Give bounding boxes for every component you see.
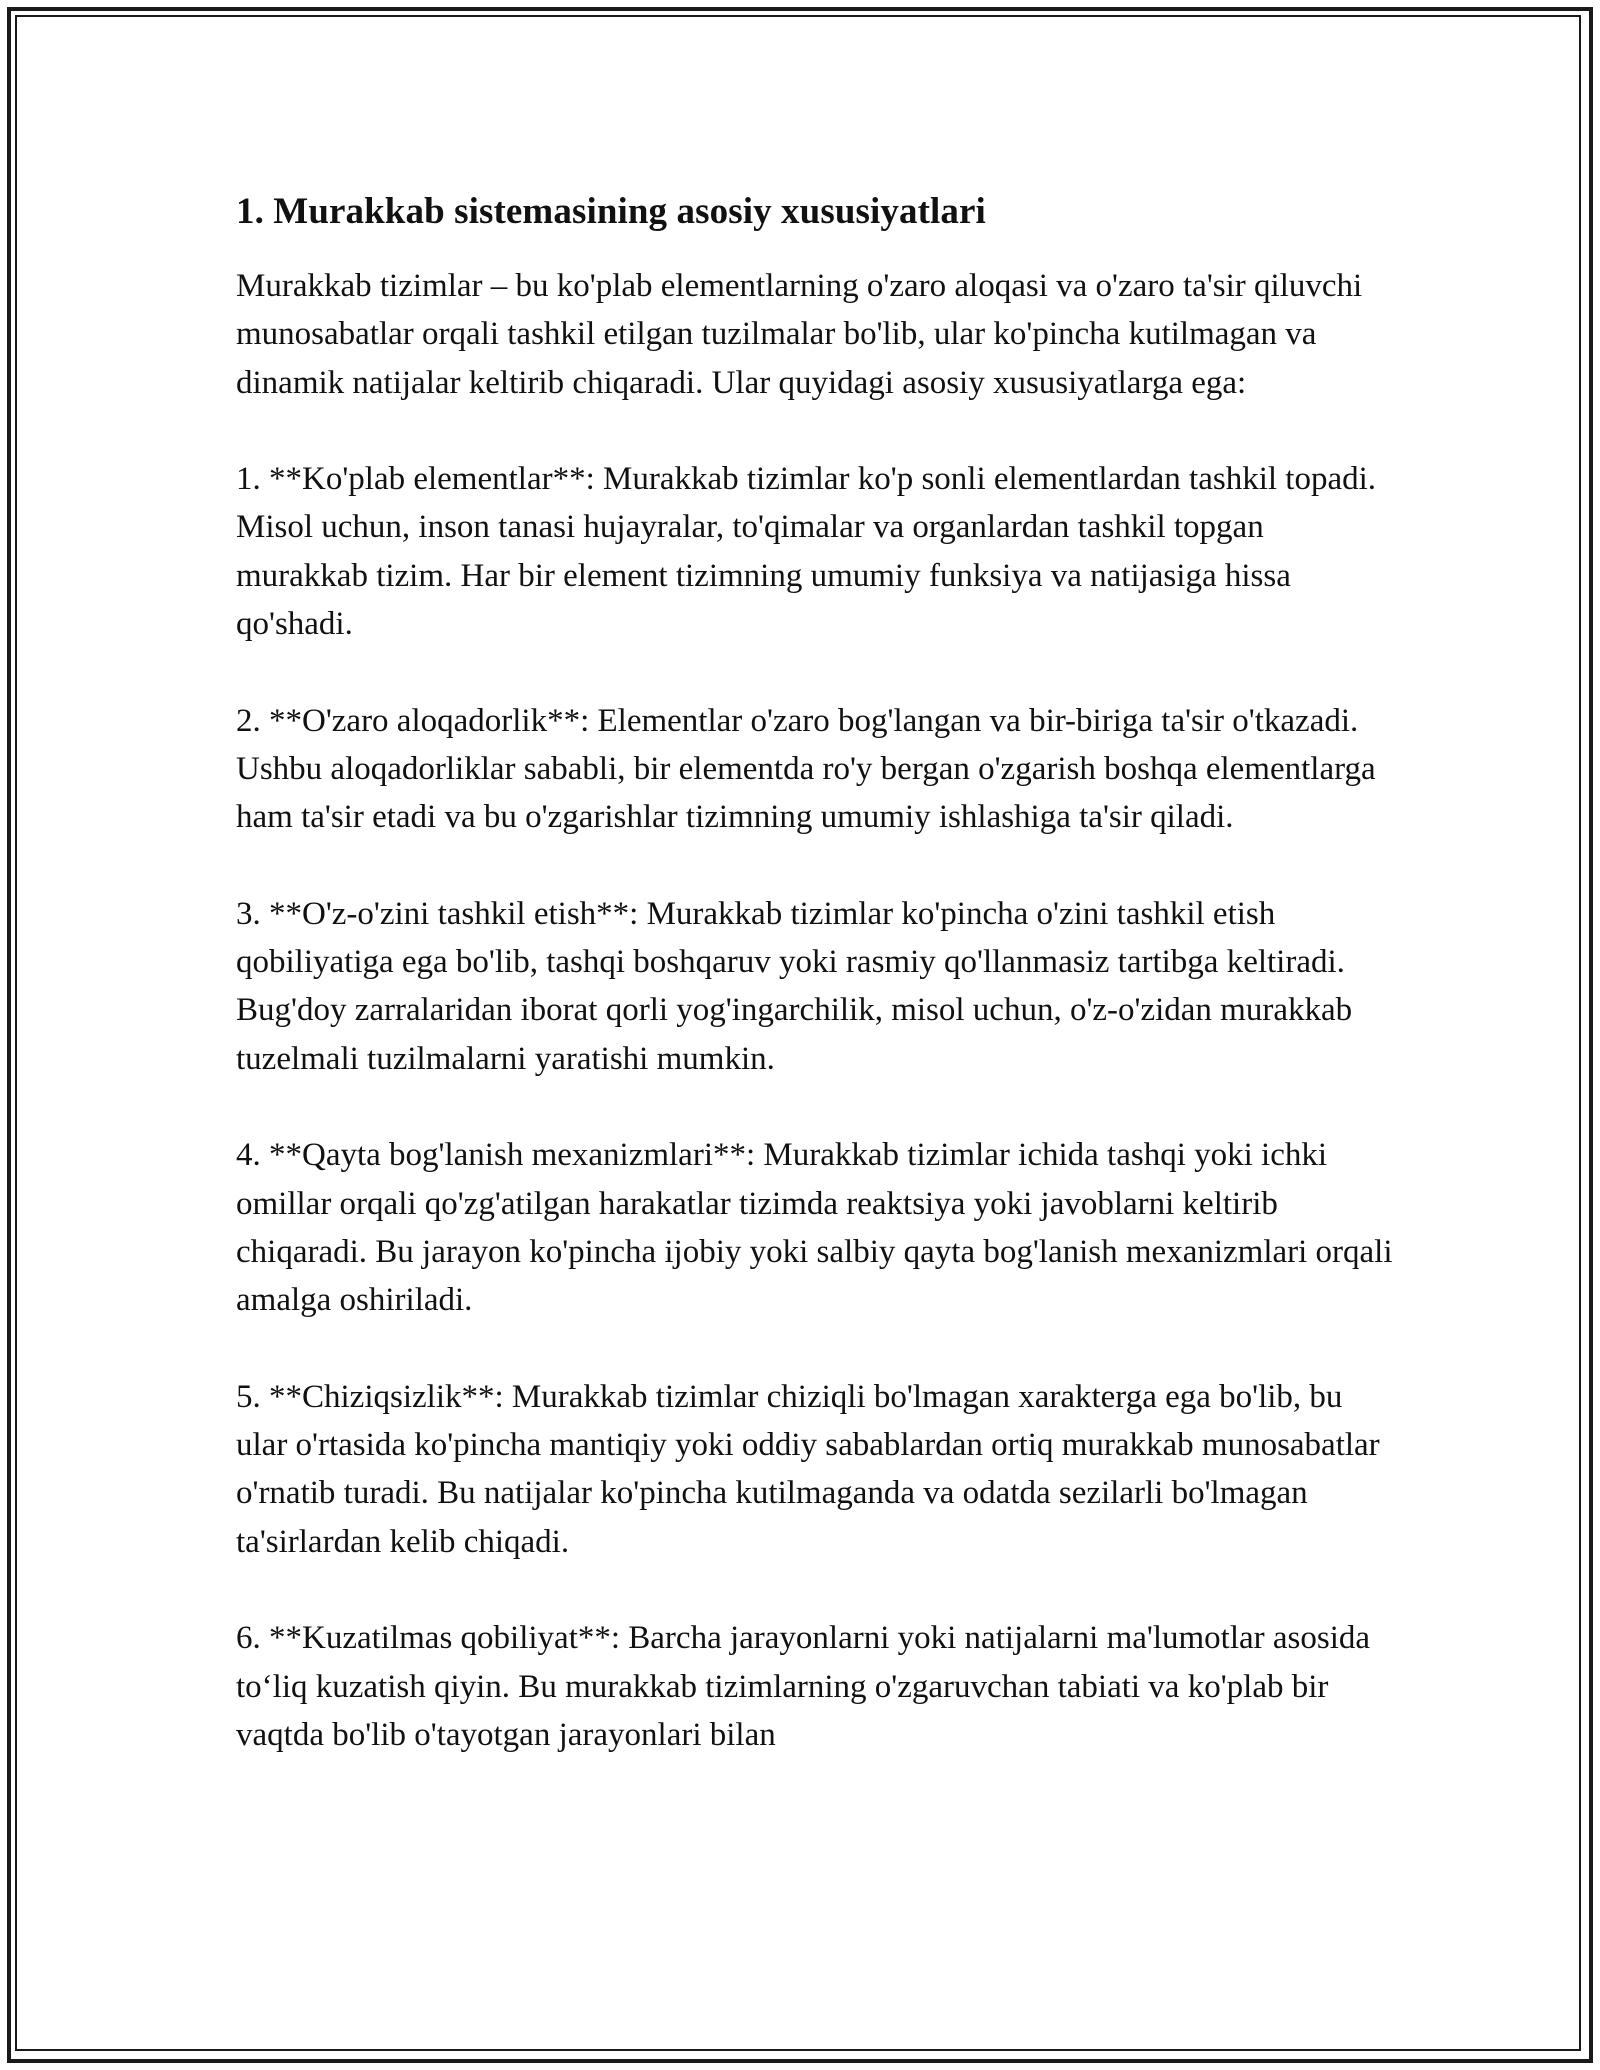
paragraph-item-2: 2. **O'zaro aloqadorlik**: Elementlar o'zaro bog'langan va bir-biriga ta'sir o'tkazadi. Ushbu aloqadorliklar sababli, bir elementda ro'y bergan o'zgarish boshqa elementlarga ham ta'sir etadi va bu o'zgarishlar tizimning umumiy ishlashiga ta'sir qiladi. xyxy=(236,702,1376,836)
paragraph-item-5: 5. **Chiziqsizlik**: Murakkab tizimlar chiziqli bo'lmagan xarakterga ega bo'lib, bu ular o'rtasida ko'pincha mantiqiy yoki oddiy sabablardan ortiq murakkab munosabatlar o'rnatib turadi. Bu natijalar ko'pincha kutilmaganda va odatda sezilarli bo'lmagan ta'sirlardan kelib chiqadi. xyxy=(236,1378,1380,1560)
paragraph-item-6: 6. **Kuzatilmas qobiliyat**: Barcha jarayonlarni yoki natijalarni ma'lumotlar asosida to‘liq kuzatish qiyin. Bu murakkab tizimlarning o'zgaruvchan tabiati va ko'plab bir vaqtda bo'lib o'tayotgan jarayonlari bilan xyxy=(236,1620,1371,1753)
paragraph-item-4: 4. **Qayta bog'lanish mexanizmlari**: Murakkab tizimlar ichida tashqi yoki ichki omillar orqali qo'zg'atilgan harakatlar tizimda reaktsiya yoki javoblarni keltirib chiqaradi. Bu jarayon ko'pincha ijobiy yoki salbiy qayta bog'lanish mexanizmlari orqali amalga oshiriladi. xyxy=(236,1137,1393,1319)
paragraph-item-3: 3. **O'z-o'zini tashkil etish**: Murakkab tizimlar ko'pincha o'zini tashkil etish qobiliyatiga ega bo'lib, tashqi boshqaruv yoki rasmiy qo'llanmasiz tartibga keltiradi. Bug'doy zarralaridan iborat qorli yog'ingarchilik, misol uchun, o'z-o'zidan murakkab tuzelmali tuzilmalarni yaratishi mumkin. xyxy=(236,895,1353,1077)
paragraph-intro: Murakkab tizimlar – bu ko'plab elementlarning o'zaro aloqasi va o'zaro ta'sir qiluvchi munosabatlar orqali tashkil etilgan tuzilmalar bo'lib, ular ko'pincha kutilmagan va dinamik natijalar keltirib chiqaradi. Ular quyidagi asosiy xususiyatlarga ega: xyxy=(236,268,1363,401)
paragraph-item-1: 1. **Ko'plab elementlar**: Murakkab tizimlar ko'p sonli elementlardan tashkil topadi. Misol uchun, inson tanasi hujayralar, to'qimalar va organlardan tashkil topgan murakkab tizim. Har bir element tizimning umumiy funksiya va natijasiga hissa qo'shadi. xyxy=(236,461,1377,643)
document-title: 1. Murakkab sistemasining asosiy xususiyatlari xyxy=(236,191,986,232)
document-body xyxy=(236,188,1396,1808)
